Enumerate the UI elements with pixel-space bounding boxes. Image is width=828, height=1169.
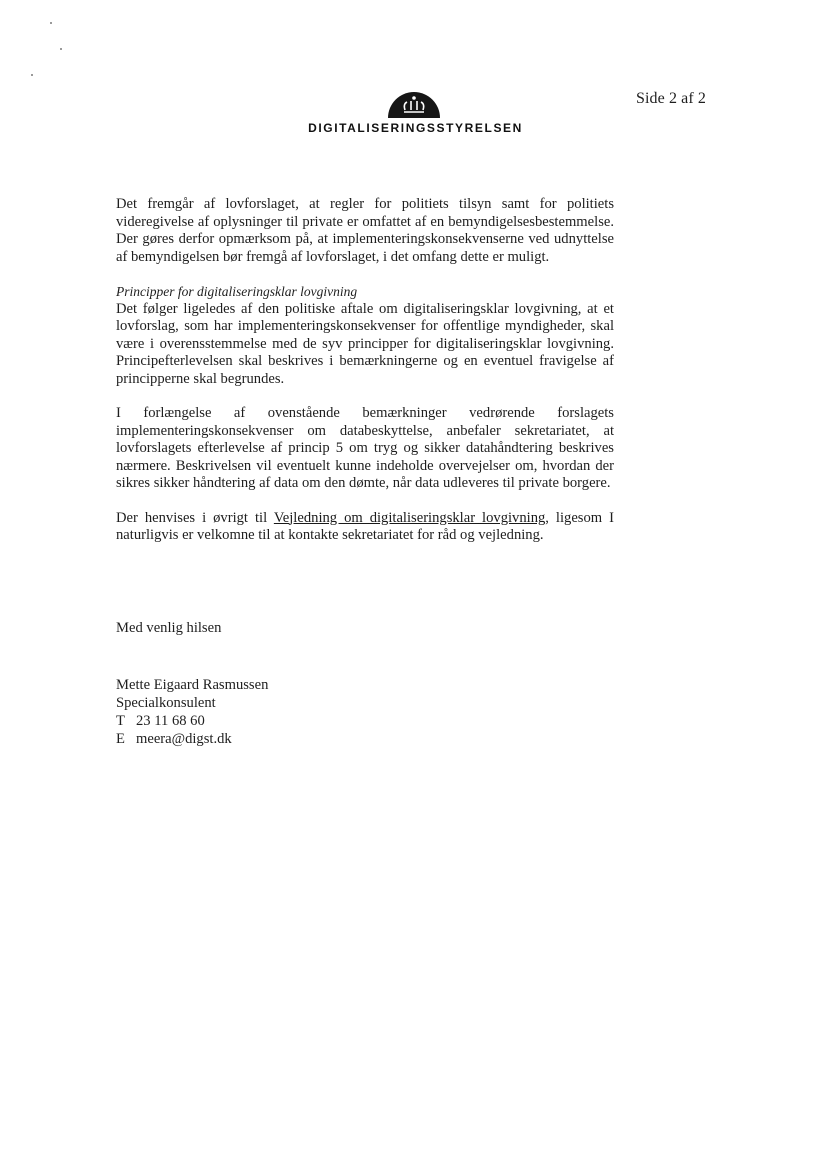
signatory-title: Specialkonsulent <box>116 695 216 711</box>
closing-greeting: Med venlig hilsen <box>116 620 222 636</box>
email-address[interactable]: meera@digst.dk <box>136 731 232 747</box>
paragraph-vejledning-after: , ligesom I naturligvis er velkomne til at kontakte sekretariatet for råd og vejledning. <box>116 509 614 543</box>
signature-block <box>116 676 268 748</box>
phone-number: 23 11 68 60 <box>136 713 205 729</box>
phone-line <box>116 712 268 730</box>
paragraph-vejledning <box>116 510 614 545</box>
crown-emblem-icon <box>386 86 442 118</box>
logo <box>0 86 828 135</box>
scan-speck <box>50 22 52 24</box>
scan-speck <box>60 48 62 50</box>
paragraph-tilsyn: Det fremgår af lovforslaget, at regler for politiets tilsyn samt for politiets videregivelse af oplysninger til private er omfattet af en bemyndigelsesbestemmelse. Der gøres derfor opmærksom på, at implementeringskonsekvenserne ved udnyttelse af bemyndigelsen bør fremgå af lovforslaget, i det omfang dette er muligt. <box>116 196 614 265</box>
phone-label: T <box>116 713 125 729</box>
letter-body <box>116 196 614 562</box>
section-heading: Principper for digitaliseringsklar lovgivning <box>116 284 358 299</box>
signatory-name: Mette Eigaard Rasmussen <box>116 677 269 693</box>
email-line <box>116 730 268 748</box>
paragraph-databeskyttelse: I forlængelse af ovenstående bemærkninger vedrørende forslagets implementeringskonsekvenser om databeskyttelse, anbefaler sekretariatet, at lovforslagets efterlevelse af princip 5 om tryg og sikker datahåndtering beskrives nærmere. Beskrivelsen vil eventuelt kunne indeholde overvejelser om, hvordan der sikres sikker håndtering af data om den dømte, når data udleveres til private borgere. <box>116 405 614 491</box>
paragraph-principper-text: Det følger ligeledes af den politiske aftale om digitaliseringsklar lovgivning, at et lovforslag, som har implementeringskonsekvenser for offentlige myndigheder, skal være i overensstemmelse med de syv principper for digitaliseringsklar lovgivning. Principefterlevelsen skal beskrives i bemærkningerne og en eventuel fravigelse af principperne skal begrundes. <box>116 300 614 387</box>
page-number: Side 2 af 2 <box>636 90 706 107</box>
logo-text: DIGITALISERINGSSTYRELSEN <box>308 121 523 135</box>
paragraph-vejledning-before: Der henvises i øvrigt til <box>116 509 274 526</box>
email-label: E <box>116 731 125 747</box>
scan-speck <box>31 74 33 76</box>
guide-link[interactable]: Vejledning om digitaliseringsklar lovgivning <box>273 509 546 526</box>
paragraph-principper <box>116 283 614 388</box>
